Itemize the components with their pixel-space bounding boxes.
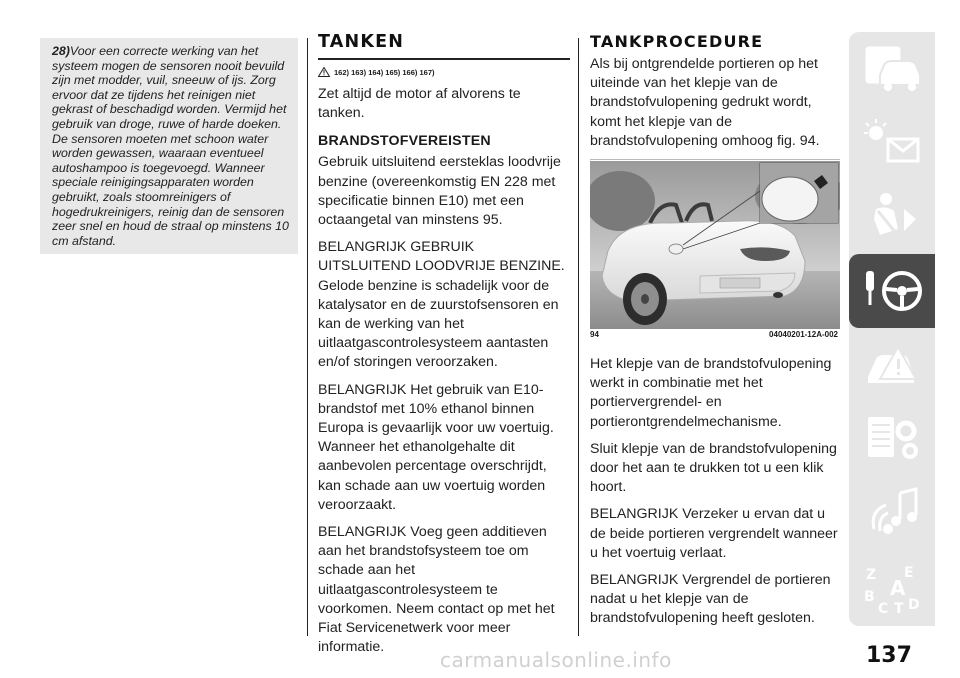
multimedia-icon: [860, 485, 924, 541]
tab-safety[interactable]: [849, 180, 935, 254]
index-letter-b: B: [864, 589, 875, 605]
tab-index[interactable]: [849, 550, 935, 624]
tab-multimedia[interactable]: [849, 476, 935, 550]
tanken-paragraph-4: BELANGRIJK Voeg geen additieven aan het brandstofsysteem toe om schade aan het uitlaatgascontrolesysteem te voorkomen. Neem contact op met het Fiat Servicenetwerk voor meer informatie.: [318, 524, 555, 656]
note-text: [52, 44, 290, 248]
note-number: 28): [52, 44, 70, 58]
watermark: carmanualsonline.info: [440, 648, 672, 672]
procedure-section: [590, 32, 844, 629]
tab-maintenance[interactable]: [849, 402, 935, 476]
procedure-paragraph-5: BELANGRIJK Vergrendel de portieren nadat u het klepje van de brandstofvulopening heeft gesloten.: [590, 572, 831, 627]
steering-wheel-key-icon: [860, 263, 924, 319]
index-letter-t: T: [894, 601, 904, 615]
chapter-sidebar: [849, 32, 935, 626]
index-letter-z: Z: [866, 567, 877, 583]
refs-text: 162) 163) 164) 165) 166) 167): [334, 67, 435, 77]
index-icon: [860, 559, 924, 615]
column-divider-2: [578, 38, 579, 636]
figure-number: 94: [590, 330, 599, 340]
section-title-tanken: TANKEN: [318, 32, 405, 52]
car-fuel-door-illustration: [590, 161, 840, 329]
page-number: 137: [866, 643, 912, 668]
warning-triangle-icon: [318, 67, 330, 77]
car-info-icon: [860, 41, 924, 97]
tanken-section: [318, 32, 570, 657]
figure-code: 04040201-12A-002: [769, 330, 838, 340]
index-letter-c: C: [878, 601, 889, 615]
procedure-paragraph-4: BELANGRIJK Verzeker u ervan dat u de beide portieren vergrendelt wanneer u het voertuig verlaat.: [590, 506, 838, 561]
procedure-paragraph-1: Als bij ontgrendelde portieren op het uiteinde van het klepje van de brandstofvulopening gedrukt wordt, komt het klepje van de brandstofvulopening omhoog fig. 94.: [590, 56, 820, 149]
tanken-paragraph-2: BELANGRIJK GEBRUIK UITSLUITEND LOODVRIJE BENZINE. Gelode benzine is schadelijk voor de katalysator en de zuurstofsensoren en kan de werking van het uitlaatgascontrolesysteem aantasten en/of storingen veroorzaken.: [318, 239, 565, 371]
safety-seat-icon: [860, 189, 924, 245]
note-body: Voor een correcte werking van het systeem mogen de sensoren nooit bevuild zijn met modder, vuil, sneeuw of ijs. Zorg ervoor dat ze tijdens het reinigen niet gekrast of beschadigd worden. Vermijd het gebruik van droge, ruwe of harde doeken. De sensoren moeten met schoon water worden gewassen, waaraan eventueel autoshampoo is toegevoegd. Wanneer speciale reinigingsapparaten worden gebruikt, zoals stoomreinigers of hogedrukreinigers, reinig dan de sensoren zeer snel en houd de straal op minstens 10 cm afstand.: [52, 44, 289, 248]
section-title-procedure: TANKPROCEDURE: [590, 32, 764, 51]
tab-warning-lights[interactable]: [849, 106, 935, 180]
subheading-fuel-requirements: BRANDSTOFVEREISTEN: [318, 133, 491, 150]
warning-references: [318, 67, 570, 77]
tab-car-info[interactable]: [849, 32, 935, 106]
tab-start-drive[interactable]: [849, 254, 935, 328]
index-letter-a: A: [890, 576, 906, 600]
column-divider-1: [307, 38, 308, 636]
tab-emergency[interactable]: [849, 328, 935, 402]
procedure-paragraph-2: Het klepje van de brandstofvulopening werkt in combinatie met het portiervergrendel- en portierontgrendelmechanisme.: [590, 356, 832, 430]
maintenance-icon: [860, 411, 924, 467]
emergency-icon: [860, 337, 924, 393]
title-rule: [318, 58, 570, 60]
procedure-paragraph-3: Sluit klepje van de brandstofvulopening door het aan te drukken tot u een klik hoort.: [590, 440, 837, 496]
figure-94: [590, 159, 840, 340]
tanken-paragraph-3: BELANGRIJK Het gebruik van E10-brandstof met 10% ethanol binnen Europa is gevaarlijk voor uw voertuig. Wanneer het ethanolgehalte dit aanbevolen percentage overschrijdt, kan schade aan uw voertuig worden veroorzaakt.: [318, 381, 554, 513]
note-box: [40, 38, 298, 254]
figure-top-rule: [590, 159, 840, 160]
tanken-intro: Zet altijd de motor af alvorens te tanken.: [318, 86, 521, 122]
warning-lights-icon: [860, 115, 924, 171]
index-letter-d: D: [908, 597, 920, 613]
tanken-paragraph-1: Gebruik uitsluitend eersteklas loodvrije benzine (overeenkomstig EN 228 met specificatie binnen E10) met een octaangetal van minstens 95.: [318, 154, 561, 229]
index-letter-e: E: [904, 565, 914, 581]
